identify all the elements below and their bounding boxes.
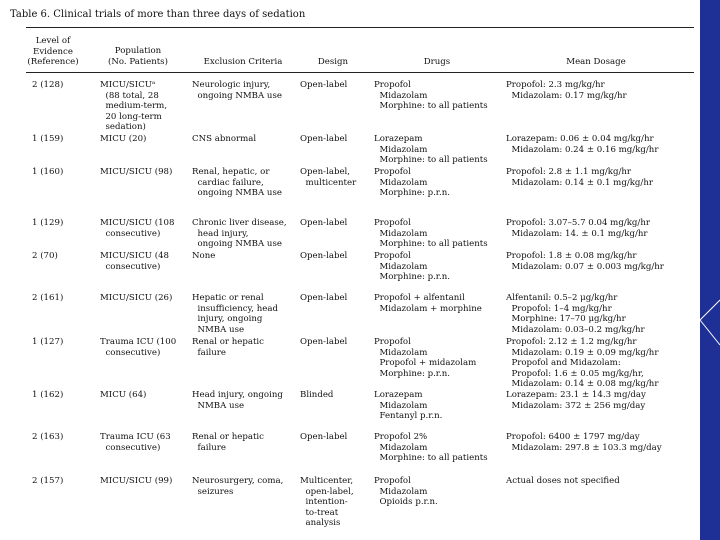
drugs-line: Propofol xyxy=(374,251,411,261)
cell-design xyxy=(300,80,347,91)
dosage-line: Propofol: 3.07–5.7 0.04 mg/kg/hr xyxy=(506,218,650,228)
cell-drugs xyxy=(374,432,488,464)
population-line: MICU/SICU (48 xyxy=(100,251,170,261)
population-line: MICU/SICU (108 xyxy=(100,218,175,228)
dosage-line: Propofol: 1.6 ± 0.05 mg/kg/hr, xyxy=(506,368,644,379)
cell-exclusion xyxy=(192,390,283,411)
exclusion-line: Head injury, ongoing xyxy=(192,390,283,400)
exclusion-line: Chronic liver disease, xyxy=(192,218,287,228)
exclusion-line: ongoing NMBA use xyxy=(192,239,282,250)
drugs-line: Fentanyl p.r.n. xyxy=(374,411,443,422)
exclusion-line: CNS abnormal xyxy=(192,134,257,144)
cell-level: 1 (160) xyxy=(32,167,64,177)
dosage-line: Propofol: 1.8 ± 0.08 mg/kg/hr xyxy=(506,251,637,261)
drugs-line: Morphine: p.r.n. xyxy=(374,368,450,379)
cell-dosage xyxy=(506,167,653,188)
dosage-line: Propofol: 2.3 mg/kg/hr xyxy=(506,80,605,90)
dosage-line: Midazolam: 297.8 ± 103.3 mg/day xyxy=(506,442,662,453)
population-line: (88 total, 28 xyxy=(100,90,159,101)
exclusion-line: seizures xyxy=(192,486,234,497)
drugs-line: Lorazepam xyxy=(374,390,423,400)
cell-exclusion xyxy=(192,337,264,358)
population-line: MICU/SICU (98) xyxy=(100,167,173,177)
drugs-line: Propofol + midazolam xyxy=(374,358,477,369)
design-line: Blinded xyxy=(300,390,334,400)
population-line: consecutive) xyxy=(100,442,161,453)
top-rule xyxy=(26,27,694,28)
population-line: medium-term, xyxy=(100,101,168,112)
drugs-line: Midazolam xyxy=(374,347,428,358)
drugs-line: Midazolam xyxy=(374,400,428,411)
dosage-line: Midazolam: 0.24 ± 0.16 mg/kg/hr xyxy=(506,144,659,155)
drugs-line: Midazolam xyxy=(374,90,428,101)
cell-dosage xyxy=(506,390,646,411)
cell-drugs xyxy=(374,251,450,283)
cell-exclusion xyxy=(192,218,287,250)
cell-population xyxy=(100,337,176,358)
dosage-line: Alfentanil: 0.5–2 μg/kg/hr xyxy=(506,293,618,303)
cell-level: 1 (127) xyxy=(32,337,64,347)
header-rule xyxy=(26,72,694,73)
drugs-line: Morphine: p.r.n. xyxy=(374,272,450,283)
exclusion-line: Hepatic or renal xyxy=(192,293,264,303)
design-line: Open-label xyxy=(300,218,348,228)
cell-population xyxy=(100,476,172,487)
drugs-line: Morphine: to all patients xyxy=(374,453,488,464)
cell-drugs xyxy=(374,293,482,314)
exclusion-line: NMBA use xyxy=(192,400,245,411)
cell-exclusion xyxy=(192,476,283,497)
cell-exclusion xyxy=(192,432,264,453)
drugs-line: Propofol xyxy=(374,218,411,228)
table-caption: Table 6. Clinical trials of more than three days of sedation xyxy=(10,9,306,20)
cell-dosage xyxy=(506,337,658,390)
population-line: Trauma ICU (100 xyxy=(100,337,177,347)
drugs-line: Midazolam xyxy=(374,261,428,272)
drugs-line: Propofol xyxy=(374,476,411,486)
cell-design xyxy=(300,432,347,443)
design-line: Open-label xyxy=(300,432,348,442)
exclusion-line: insufficiency, head xyxy=(192,303,278,314)
drugs-line: Lorazepam xyxy=(374,134,423,144)
cell-population xyxy=(100,218,175,239)
dosage-line: Midazolam: 14. ± 0.1 mg/kg/hr xyxy=(506,228,648,239)
cell-population xyxy=(100,167,172,178)
exclusion-line: injury, ongoing xyxy=(192,314,263,325)
header-mean-dosage: Mean Dosage xyxy=(566,57,626,67)
cell-dosage xyxy=(506,293,645,335)
header-design: Design xyxy=(317,57,349,67)
design-line: Open-label xyxy=(300,80,348,90)
population-line: consecutive) xyxy=(100,228,161,239)
exclusion-line: head injury, xyxy=(192,228,249,239)
population-line: MICU (20) xyxy=(100,134,147,144)
dosage-line: Propofol: 2.8 ± 1.1 mg/kg/hr xyxy=(506,167,631,177)
population-line: MICU/SICU (26) xyxy=(100,293,173,303)
cell-design xyxy=(300,251,347,262)
cell-drugs xyxy=(374,167,450,199)
drugs-line: Opioids p.r.n. xyxy=(374,497,438,508)
exclusion-line: Neurosurgery, coma, xyxy=(192,476,284,486)
dosage-line: Morphine: 17–70 μg/kg/hr xyxy=(506,314,626,325)
exclusion-line: Neurologic injury, xyxy=(192,80,271,90)
header-exclusion-criteria: Exclusion Criteria xyxy=(203,57,283,67)
drugs-line: Morphine: p.r.n. xyxy=(374,188,450,199)
population-line: Trauma ICU (63 xyxy=(100,432,171,442)
cell-design xyxy=(300,337,347,348)
population-line: consecutive) xyxy=(100,261,161,272)
cell-population xyxy=(100,251,169,272)
cell-dosage xyxy=(506,134,658,155)
design-line: Open-label xyxy=(300,134,348,144)
cell-design xyxy=(300,167,356,188)
header-drugs: Drugs xyxy=(423,57,451,67)
population-line: MICU/SICU (99) xyxy=(100,476,173,486)
exclusion-line: Renal, hepatic, or xyxy=(192,167,270,177)
drugs-line: Midazolam xyxy=(374,177,428,188)
drugs-line: Morphine: to all patients xyxy=(374,239,488,250)
header-population: Population (No. Patients) xyxy=(108,46,168,67)
drugs-line: Midazolam xyxy=(374,228,428,239)
drugs-line: Propofol xyxy=(374,337,411,347)
cell-drugs xyxy=(374,476,438,508)
cell-level: 1 (129) xyxy=(32,218,64,228)
exclusion-line: ongoing NMBA use xyxy=(192,90,282,101)
dosage-line: Midazolam: 372 ± 256 mg/day xyxy=(506,400,646,411)
design-line: intention- xyxy=(300,497,348,508)
design-line: Open-label xyxy=(300,251,348,261)
dosage-line: Propofol: 2.12 ± 1.2 mg/kg/hr xyxy=(506,337,637,347)
cell-level: 1 (159) xyxy=(32,134,64,144)
cell-design xyxy=(300,293,347,304)
cell-level: 2 (163) xyxy=(32,432,64,442)
cell-population xyxy=(100,390,146,401)
cell-dosage xyxy=(506,251,664,272)
cell-level: 2 (128) xyxy=(32,80,64,90)
dosage-line: Midazolam: 0.07 ± 0.003 mg/kg/hr xyxy=(506,261,664,272)
cell-dosage xyxy=(506,476,620,487)
cell-population xyxy=(100,134,146,145)
design-line: Open-label xyxy=(300,337,348,347)
design-line: Multicenter, xyxy=(300,476,354,486)
exclusion-line: NMBA use xyxy=(192,324,245,335)
cell-dosage xyxy=(506,432,662,453)
cell-exclusion xyxy=(192,167,282,199)
drugs-line: Propofol xyxy=(374,167,411,177)
drugs-line: Propofol + alfentanil xyxy=(374,293,465,303)
drugs-line: Morphine: to all patients xyxy=(374,155,488,166)
exclusion-line: Renal or hepatic xyxy=(192,432,264,442)
population-line: 20 long-term xyxy=(100,111,162,122)
drugs-line: Midazolam xyxy=(374,486,428,497)
dosage-line: Midazolam: 0.19 ± 0.09 mg/kg/hr xyxy=(506,347,659,358)
cell-design xyxy=(300,218,347,229)
cell-design xyxy=(300,476,354,529)
cell-exclusion xyxy=(192,251,215,262)
design-line: Open-label, xyxy=(300,167,351,177)
dosage-line: Propofol: 1–4 mg/kg/hr xyxy=(506,303,612,314)
cell-design xyxy=(300,390,333,401)
population-line: MICU (64) xyxy=(100,390,147,400)
cell-level: 1 (162) xyxy=(32,390,64,400)
drugs-line: Propofol xyxy=(374,80,411,90)
cell-level: 2 (161) xyxy=(32,293,64,303)
population-line: consecutive) xyxy=(100,347,161,358)
dosage-line: Lorazepam: 23.1 ± 14.3 mg/day xyxy=(506,390,646,400)
design-line: Open-label xyxy=(300,293,348,303)
dosage-line: Midazolam: 0.14 ± 0.1 mg/kg/hr xyxy=(506,177,653,188)
drugs-line: Propofol 2% xyxy=(374,432,428,442)
dosage-line: Midazolam: 0.14 ± 0.08 mg/kg/hr xyxy=(506,379,659,390)
cell-level: 2 (70) xyxy=(32,251,58,261)
design-line: to-treat xyxy=(300,507,339,518)
cell-dosage xyxy=(506,80,627,101)
cell-population xyxy=(100,432,171,453)
cell-exclusion xyxy=(192,80,282,101)
exclusion-line: None xyxy=(192,251,216,261)
dosage-line: Actual doses not specified xyxy=(506,476,620,486)
cell-design xyxy=(300,134,347,145)
dosage-line: Propofol and Midazolam: xyxy=(506,358,621,369)
design-line: open-label, xyxy=(300,486,354,497)
dosage-line: Midazolam: 0.03–0.2 mg/kg/hr xyxy=(506,324,645,335)
exclusion-line: failure xyxy=(192,442,226,453)
cell-drugs xyxy=(374,80,488,112)
dosage-line: Lorazepam: 0.06 ± 0.04 mg/kg/hr xyxy=(506,134,654,144)
cell-level: 2 (157) xyxy=(32,476,64,486)
design-line: analysis xyxy=(300,518,341,529)
drugs-line: Morphine: to all patients xyxy=(374,101,488,112)
header-level-of-evidence: Level of Evidence (Reference) xyxy=(27,36,79,68)
exclusion-line: ongoing NMBA use xyxy=(192,188,282,199)
drugs-line: Midazolam xyxy=(374,144,428,155)
cell-drugs xyxy=(374,390,442,422)
exclusion-line: Renal or hepatic xyxy=(192,337,264,347)
design-line: multicenter xyxy=(300,177,357,188)
drugs-line: Midazolam + morphine xyxy=(374,303,482,314)
cell-population xyxy=(100,80,167,133)
cell-exclusion xyxy=(192,134,256,145)
drugs-line: Midazolam xyxy=(374,442,428,453)
cell-drugs xyxy=(374,134,488,166)
cell-drugs xyxy=(374,218,488,250)
cell-drugs xyxy=(374,337,476,379)
population-line: sedation) xyxy=(100,122,146,133)
population-line: MICU/SICUᵃ xyxy=(100,80,156,90)
cell-dosage xyxy=(506,218,650,239)
exclusion-line: failure xyxy=(192,347,226,358)
exclusion-line: cardiac failure, xyxy=(192,177,264,188)
cell-population xyxy=(100,293,172,304)
dosage-line: Midazolam: 0.17 mg/kg/hr xyxy=(506,90,627,101)
dosage-line: Propofol: 6400 ± 1797 mg/day xyxy=(506,432,640,442)
slide-decoration xyxy=(696,0,720,540)
cell-exclusion xyxy=(192,293,278,335)
